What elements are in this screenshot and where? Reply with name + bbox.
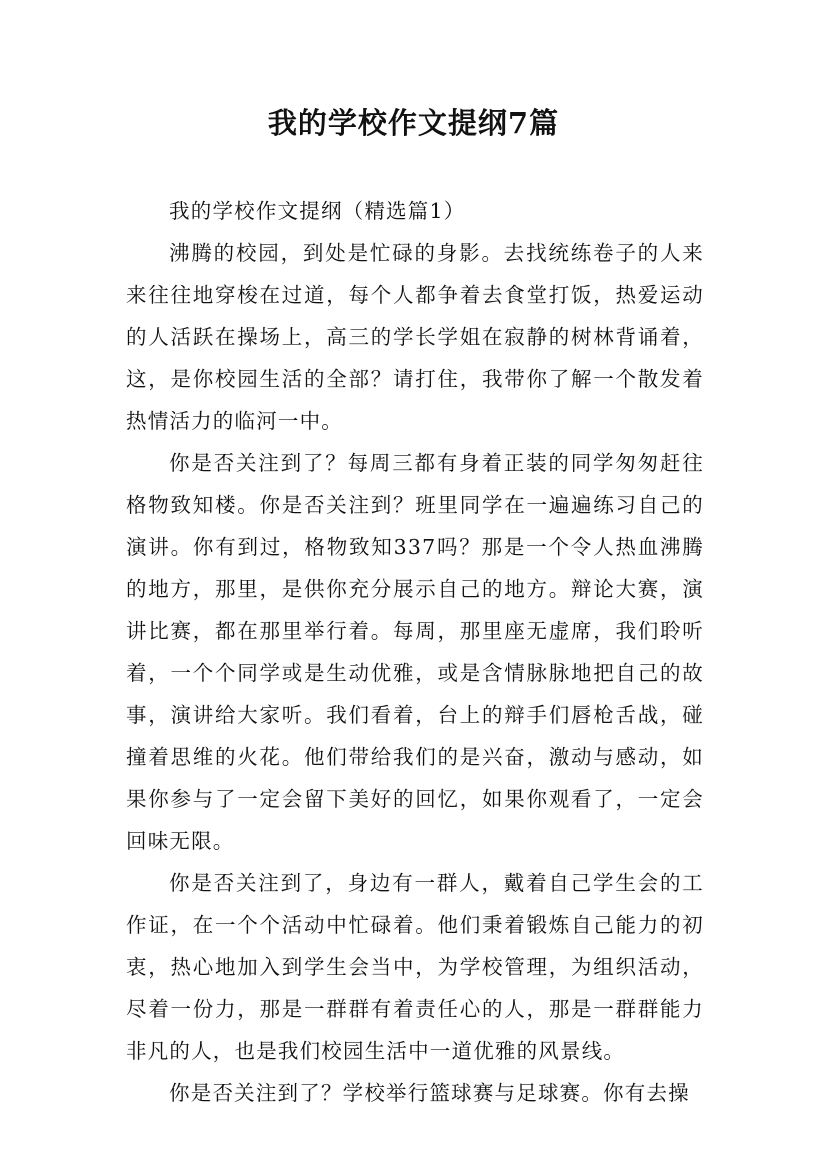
paragraph-3: 你是否关注到了，身边有一群人，戴着自己学生会的工作证，在一个个活动中忙碌着。他们秉着锻炼自己能力的初衷，热心地加入到学生会当中，为学校管理，为组织活动，尽着一份力，那是一群群有着责任心的人，那是一群群能力非凡的人，也是我们校园生活中一道优雅的风景线。	[126, 871, 704, 1063]
document-body	[126, 190, 704, 1114]
section-subheading: 我的学校作文提纲（精选篇1）	[169, 199, 466, 223]
paragraph-2: 你是否关注到了？每周三都有身着正装的同学匆匆赶往格物致知楼。你是否关注到？班里同学在一遍遍练习自己的演讲。你有到过，格物致知337吗？那是一个令人热血沸腾的地方，那里，是供你充分展示自己的地方。辩论大赛，演讲比赛，都在那里举行着。每周，那里座无虚席，我们聆听着，一个个同学或是生动优雅，或是含情脉脉地把自己的故事，演讲给大家听。我们看着，台上的辩手们唇枪舌战，碰撞着思维的火花。他们带给我们的是兴奋，激动与感动，如果你参与了一定会留下美好的回忆，如果你观看了，一定会回味无限。	[126, 451, 704, 853]
paragraph-1: 沸腾的校园，到处是忙碌的身影。去找统练卷子的人来来往往地穿梭在过道，每个人都争着去食堂打饭，热爱运动的人活跃在操场上，高三的学长学姐在寂静的树林背诵着，这，是你校园生活的全部？请打住，我带你了解一个散发着热情活力的临河一中。	[126, 241, 704, 433]
document-title: 我的学校作文提纲7篇	[267, 106, 560, 140]
paragraph-4: 你是否关注到了？学校举行篮球赛与足球赛。你有去操	[169, 1081, 690, 1105]
